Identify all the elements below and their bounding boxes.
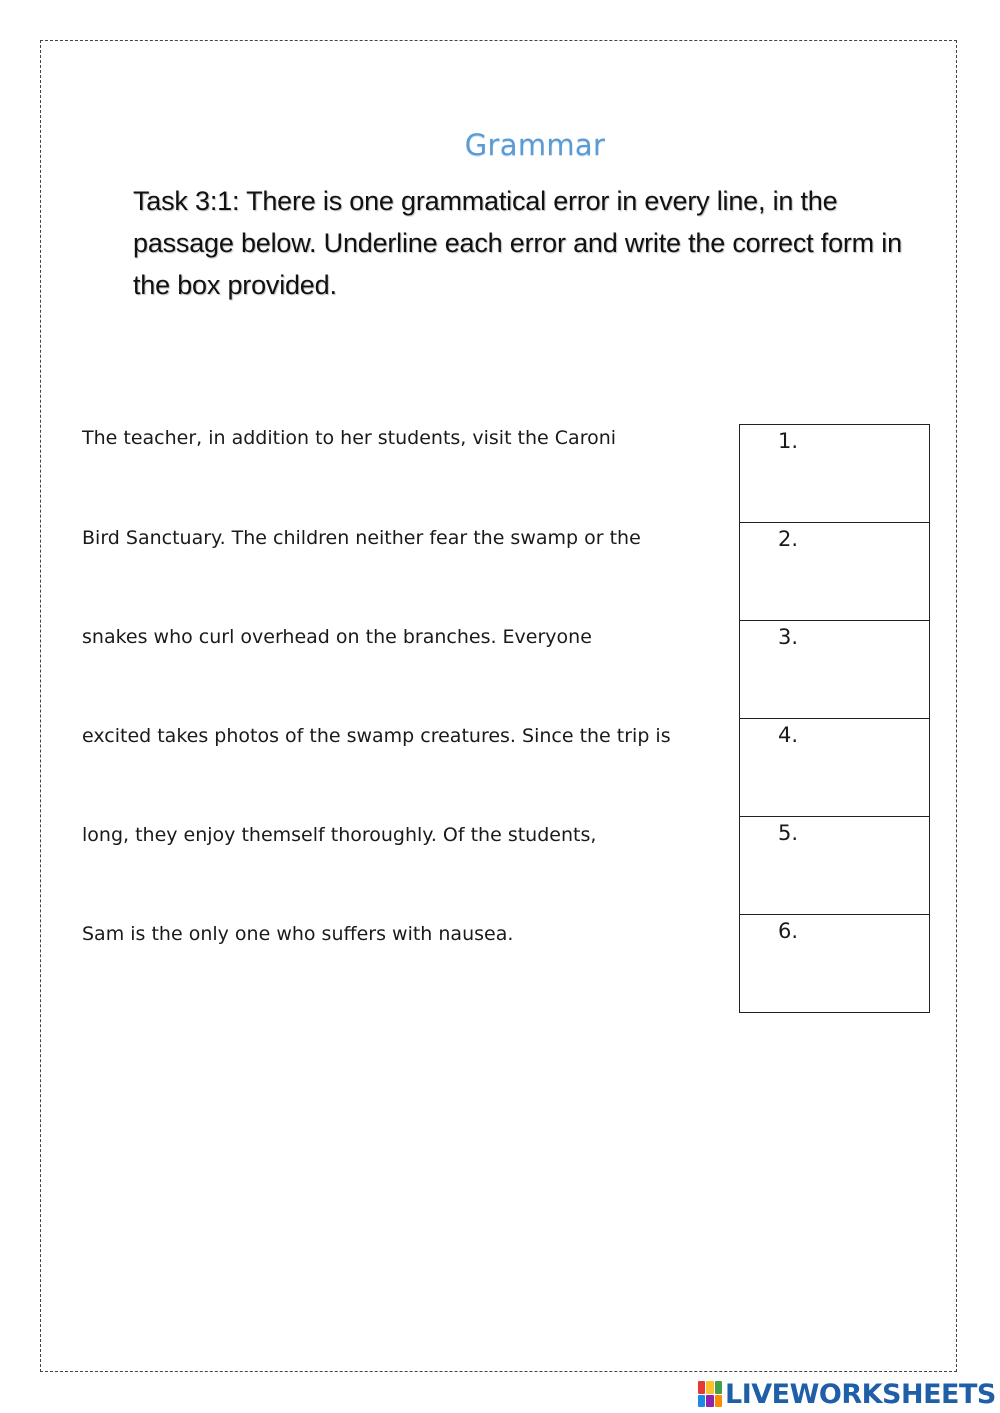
task-instructions: Task 3:1: There is one grammatical error in every line, in the passage below. Underline each error and write the correct form in the box provided. [133, 186, 902, 300]
answer-box-6[interactable] [739, 914, 930, 1013]
logo-block-icon [715, 1395, 722, 1408]
answer-number-2: 2. [778, 527, 799, 551]
liveworksheets-logo[interactable] [698, 1378, 996, 1410]
answer-number-5: 5. [778, 821, 799, 845]
answer-box-5[interactable] [739, 816, 930, 915]
answer-box-3[interactable] [739, 620, 930, 719]
page-title: Grammar [464, 128, 606, 162]
answer-boxes [739, 424, 930, 1013]
passage-line-4: excited takes photos of the swamp creatures. Since the trip is [82, 725, 671, 747]
answer-box-1[interactable] [739, 424, 930, 523]
logo-block-icon [706, 1381, 713, 1394]
logo-block-icon [698, 1395, 705, 1408]
passage-line-2: Bird Sanctuary. The children neither fear the swamp or the [82, 527, 641, 549]
liveworksheets-brand-text: LIVEWORKSHEETS [725, 1378, 996, 1410]
logo-block-icon [698, 1381, 705, 1394]
answer-number-6: 6. [778, 919, 799, 943]
answer-number-1: 1. [778, 429, 799, 453]
logo-block-icon [706, 1395, 713, 1408]
answer-number-4: 4. [778, 723, 799, 747]
passage-line-6: Sam is the only one who suffers with nausea. [82, 923, 514, 945]
answer-box-2[interactable] [739, 522, 930, 621]
passage-line-1: The teacher, in addition to her students, visit the Caroni [82, 427, 617, 449]
answer-box-4[interactable] [739, 718, 930, 817]
passage-line-5: long, they enjoy themself thoroughly. Of the students, [82, 824, 597, 846]
logo-block-icon [715, 1381, 722, 1394]
liveworksheets-logo-icon [698, 1381, 722, 1407]
answer-number-3: 3. [778, 625, 799, 649]
passage-line-3: snakes who curl overhead on the branches. Everyone [82, 626, 592, 648]
